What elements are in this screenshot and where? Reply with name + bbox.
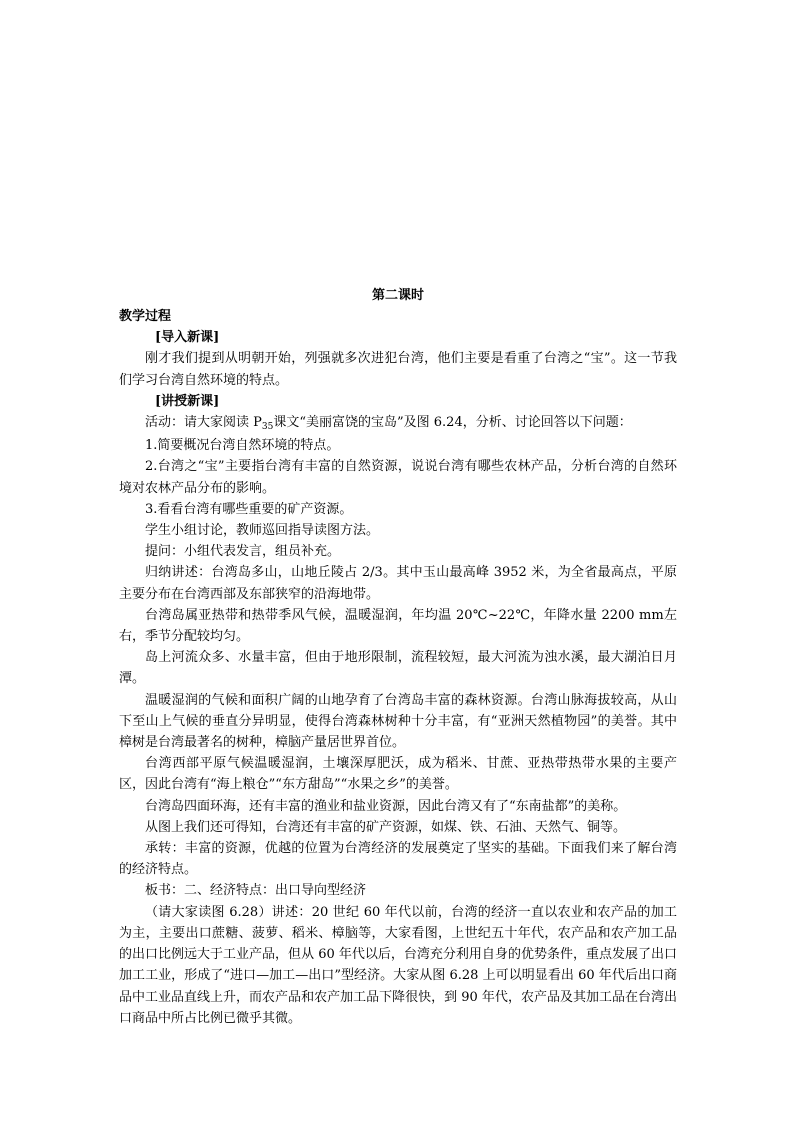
section-heading-teaching-process: 教学过程: [119, 309, 172, 324]
paragraph-questioning: 提问：小组代表发言，组员补充。: [145, 544, 341, 560]
paragraph-question-3: 3.看看台湾有哪些重要的矿产资源。: [145, 501, 353, 517]
activity-prefix: 活动：请大家阅读 P: [145, 415, 262, 431]
paragraph-group-discussion: 学生小组讨论，教师巡回指导读图方法。: [145, 523, 380, 539]
activity-page-subscript: 35: [261, 422, 274, 433]
paragraph-activity: [119, 412, 677, 435]
paragraph-question-1: 1.简要概况台湾自然环境的特点。: [145, 438, 340, 454]
lesson-title: 第二课时: [371, 288, 424, 303]
paragraph-forests: 温暖湿润的气候和面积广阔的山地孕育了台湾岛丰富的森林资源。台湾山脉海拔较高，从山下至山上气候的垂直分异明显，使得台湾森林树种十分丰富，有“亚洲天然植物园”的美誉。其中樟树是台湾最著名的树种，樟脑产量居世界首位。: [119, 692, 677, 751]
paragraph-economy: （请大家读图 6.28）讲述：20 世纪 60 年代以前，台湾的经济一直以农业和农产品的加工为主，主要出口蔗糖、菠萝、稻米、樟脑等，大家看图，上世纪五十年代，农产品和农产加工品的出口比例远大于工业产品，但从 60 年代以后，台湾充分利用自身的优势条件，重点发展了出口加工工业，形成了“进口—加工—出口”型经济。大家从图 6.28 上可以明显看出 60 年代后出口商品中工业品直线上升，而农产品和农产加工品下降很快，到 90 年代，农产品及其加工品在台湾出口商品中所占比例已微乎其微。: [119, 904, 677, 1026]
paragraph-plains: 台湾西部平原气候温暖湿润，土壤深厚肥沃，成为稻米、甘蔗、亚热带热带水果的主要产区，因此台湾有“海上粮仓”“东方甜岛”“水果之乡”的美誉。: [119, 756, 677, 793]
activity-suffix: 课文“美丽富饶的宝岛”及图 6.24，分析、讨论回答以下问题：: [273, 415, 632, 431]
document-page: [119, 285, 677, 1029]
paragraph-climate: 台湾岛属亚热带和热带季风气候，温暖湿润，年均温 20℃~22℃，年降水量 2200 mm左右，季节分配较均匀。: [119, 607, 677, 645]
paragraph-sea-resources: 台湾岛四面环海，还有丰富的渔业和盐业资源，因此台湾又有了“东南盐都”的美称。: [145, 798, 627, 814]
sub-heading-lecture: [讲授新课]: [155, 393, 220, 409]
paragraph-rivers: 岛上河流众多、水量丰富，但由于地形限制，流程较短，最大河流为浊水溪，最大湖泊日月潭。: [119, 650, 677, 687]
paragraph-transition: 承转：丰富的资源，优越的位置为台湾经济的发展奠定了坚实的基础。下面我们来了解台湾的经济特点。: [119, 841, 677, 878]
paragraph-minerals: 从图上我们还可得知，台湾还有丰富的矿产资源，如煤、铁、石油、天然气、铜等。: [145, 819, 627, 835]
paragraph-question-2: 2.台湾之“宝”主要指台湾有丰富的自然资源，说说台湾有哪些农林产品，分析台湾的自然环境对农林产品分布的影响。: [119, 459, 677, 496]
paragraph-summary-terrain: 归纳讲述：台湾岛多山，山地丘陵占 2/3。其中玉山最高峰 3952 米，为全省最高点，平原主要分布在台湾西部及东部狭窄的沿海地带。: [119, 565, 677, 602]
sub-heading-intro: [导入新课]: [155, 330, 220, 346]
paragraph-intro: 刚才我们提到从明朝开始，列强就多次进犯台湾，他们主要是看重了台湾之“宝”。这一节我们学习台湾自然环境的特点。: [119, 351, 677, 388]
paragraph-blackboard: 板书：二、经济特点：出口导向型经济: [145, 883, 367, 899]
